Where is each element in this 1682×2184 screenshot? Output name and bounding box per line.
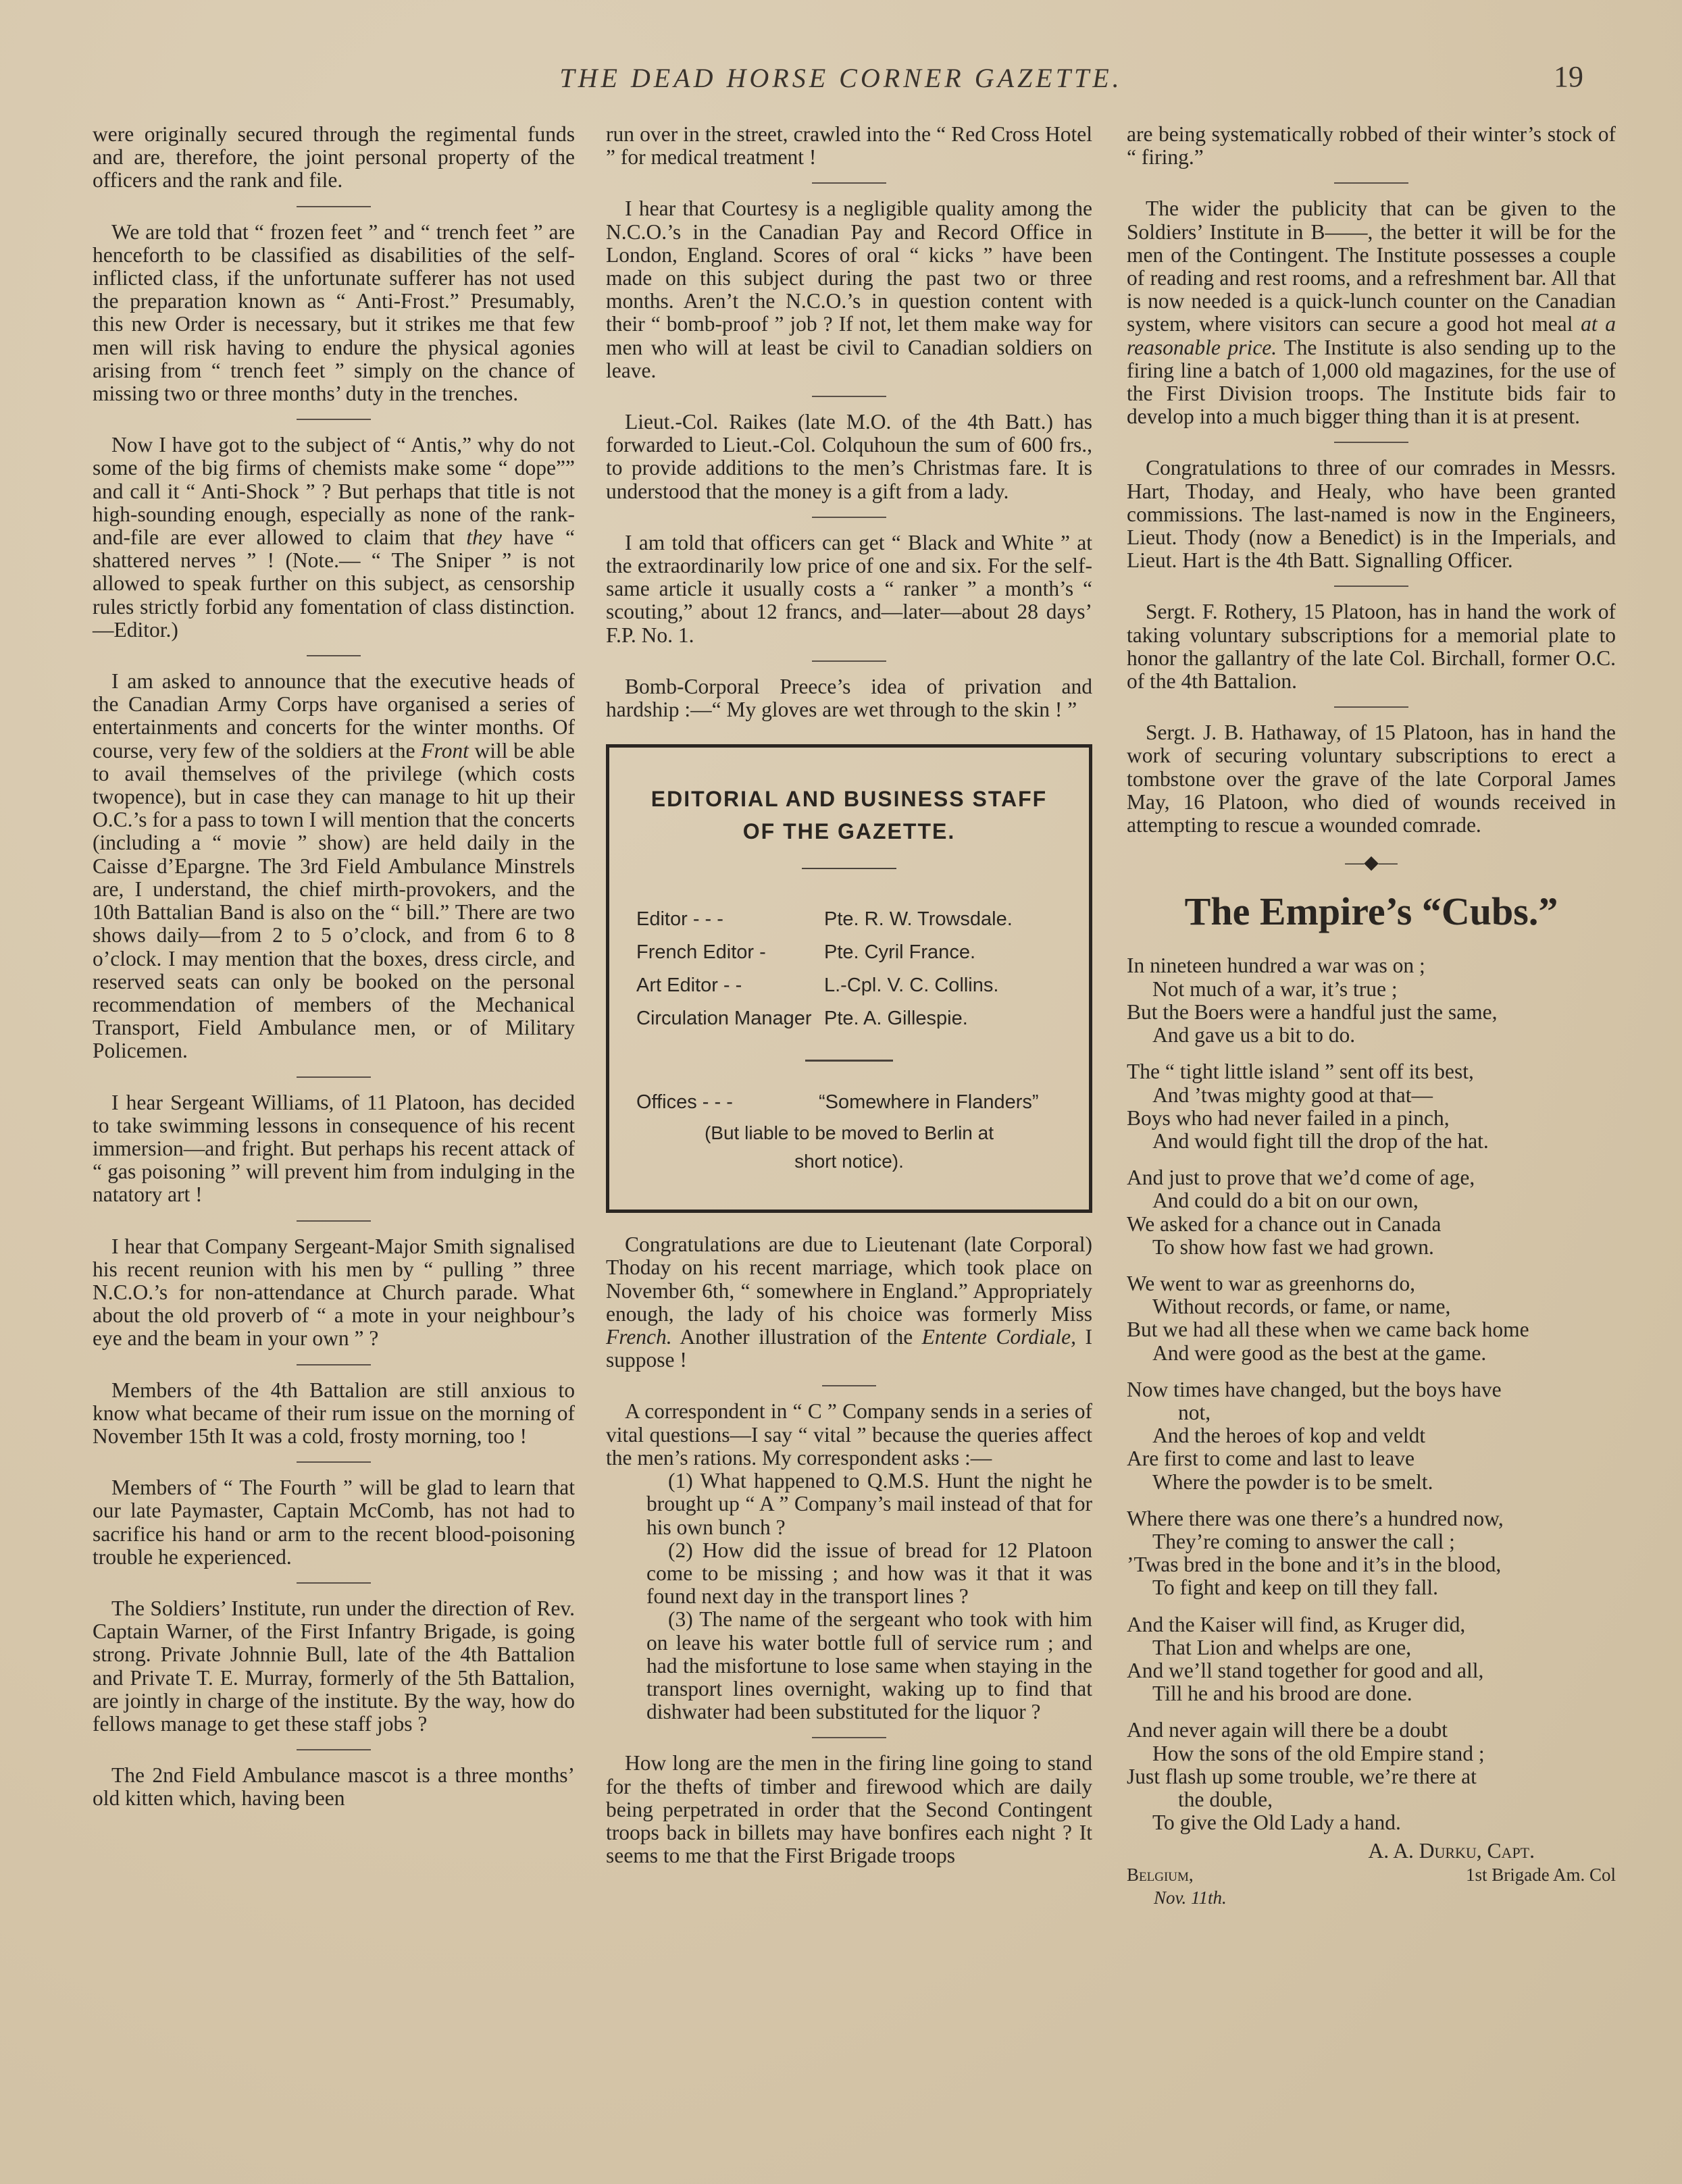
divider <box>812 396 886 397</box>
poem-line: Till he and his brood are done. <box>1152 1682 1412 1706</box>
paragraph: How long are the men in the firing line going to stand for the thefts of timber and firewood which are daily being perpetrated in order that the Second Contingent troops back in billets may have bonfires each night ? It seems to me that the First Brigade troops <box>606 1751 1092 1868</box>
poem-line: And we’ll stand together for good and all, <box>1127 1658 1484 1682</box>
poem-line: To fight and keep on till they fall. <box>1152 1576 1438 1600</box>
paragraph: Now I have got to the subject of “ Antis,” why do not some of the big firms of chemists make some “ dope”” and call it “ Anti-Shock ” ? But perhaps that title is not high-sounding enough, especially as none of the rank-and-file are ever allowed to claim that they have “ shattered nerves ” ! (Note.— “ The Sniper ” is not allowed to speak further on this subject, as censorship rules strictly forbid any fomentation of class distinction.—Editor.) <box>93 433 575 642</box>
page-header <box>0 59 1682 100</box>
poem-line: The “ tight little island ” sent off its best, <box>1127 1060 1474 1084</box>
poem-line: We went to war as greenhorns do, <box>1127 1271 1415 1295</box>
poem-line: And were good as the best at the game. <box>1152 1341 1487 1365</box>
offices-note: (But liable to be moved to Berlin at <box>704 1122 994 1144</box>
divider <box>812 517 886 518</box>
poem-line: Boys who had never failed in a pinch, <box>1127 1106 1450 1130</box>
paragraph: I hear that Company Sergeant-Major Smith signalised his recent reunion with his men by “ pulling ” three N.C.O.’s for non-attendance at Church parade. What about the old proverb of “ a mote in your neighbour’s eye and the beam in your own ” ? <box>93 1234 575 1351</box>
poem-line: Not much of a war, it’s true ; <box>1152 977 1398 1001</box>
poem-stanza <box>1127 1507 1616 1600</box>
column-2 <box>606 123 1092 1867</box>
divider <box>802 868 896 869</box>
divider <box>297 1076 371 1078</box>
poem-line: Without records, or fame, or name, <box>1152 1295 1451 1319</box>
poem-line: And gave us a bit to do. <box>1152 1023 1356 1047</box>
poem-stanza <box>1127 954 1616 1047</box>
paragraph: Members of “ The Fourth ” will be glad to learn that our late Paymaster, Captain McComb, has not had to sacrifice his hand or arm to the recent blood-poisoning trouble he experienced. <box>93 1476 575 1569</box>
poem-place: Belgium, <box>1127 1864 1194 1885</box>
poem-stanza <box>1127 1166 1616 1259</box>
paragraph: Members of the 4th Battalion are still anxious to know what became of their rum issue on the morning of November 15th It was a cold, frosty morning, too ! <box>93 1378 575 1448</box>
staff-row: Editor - - - Pte. R. W. Trowsdale. <box>636 908 1013 931</box>
paragraph: Lieut.-Col. Raikes (late M.O. of the 4th Batt.) has forwarded to Lieut.-Col. Colquhoun the sum of 600 frs., to provide additions to the men’s Christmas fare. It is understood that the money is a gift from a lady. <box>606 410 1092 503</box>
poem-line: not, <box>1178 1400 1211 1424</box>
poem-line: And never again will there be a doubt <box>1127 1718 1448 1742</box>
poem-line: And would fight till the drop of the hat. <box>1152 1128 1489 1153</box>
poem-line: And ’twas mighty good at that— <box>1152 1083 1433 1107</box>
list-item: (2) How did the issue of bread for 12 Platoon come to be missing ; and how was it that it was found next day in the transport lines ? <box>646 1538 1092 1609</box>
paragraph: were originally secured through the regimental funds and are, therefore, the joint personal property of the officers and the rank and file. <box>93 122 575 192</box>
poem-unit: 1st Brigade Am. Col <box>1466 1864 1616 1885</box>
question-list <box>606 1470 1092 1723</box>
paragraph: The Soldiers’ Institute, run under the direction of Rev. Captain Warner, of the First Infantry Brigade, is going strong. Private Johnnie Bull, late of the 4th Battalion and Private T. E. Murray, formerly of the 5th Battalion, are jointly in charge of the institute. By the way, how do fellows manage to get these staff jobs ? <box>93 1596 575 1736</box>
poem-line: That Lion and whelps are one, <box>1152 1635 1412 1659</box>
divider <box>1334 706 1408 708</box>
paragraph: Bomb-Corporal Preece’s idea of privation and hardship :—“ My gloves are wet through to the skin ! ” <box>606 674 1092 722</box>
poem-line: Where the powder is to be smelt. <box>1152 1470 1433 1494</box>
box-title: EDITORIAL AND BUSINESS STAFF <box>651 787 1048 812</box>
poem-signature: A. A. Durku, Capt. <box>1368 1839 1535 1863</box>
poem-line: the double, <box>1178 1787 1273 1811</box>
divider <box>1334 586 1408 587</box>
paragraph: Congratulations to three of our comrades in Messrs. Hart, Thoday, and Healy, who have been granted commissions. The last-named is now in the Engineers, Lieut. Thody (now a Benedict) is in the Imperials, and Lieut. Hart is the 4th Batt. Signalling Officer. <box>1127 456 1616 573</box>
list-item: (1) What happened to Q.M.S. Hunt the night he brought up “ A ” Company’s mail instead of that for his own bunch ? <box>646 1469 1092 1539</box>
paragraph: Sergt. J. B. Hathaway, of 15 Platoon, has in hand the work of securing voluntary subscriptions to erect a tombstone over the grave of the late Corporal James May, 16 Platoon, who died of wounds received in attempting to rescue a wounded comrade. <box>1127 721 1616 837</box>
paragraph: A correspondent in “ C ” Company sends in a series of vital questions—I say “ vital ” because the queries affect the men’s rations. My correspondent asks :— <box>606 1399 1092 1470</box>
paragraph: The wider the publicity that can be given to the Soldiers’ Institute in B——, the better it will be for the men of the Contingent. The Institute possesses a couple of reading and rest rooms, and a refreshment bar. All that is now needed is a quick-lunch counter on the Canadian system, where visitors can secure a good hot meal at a reasonable price. The Institute is also sending up to the firing line a batch of 1,000 old magazines, for the use of the First Division troops. The Institute bids fair to develop into a much bigger thing than it is at present. <box>1127 197 1616 429</box>
poem-line: And the Kaiser will find, as Kruger did, <box>1127 1612 1466 1636</box>
paragraph: We are told that “ frozen feet ” and “ trench feet ” are henceforth to be classified as disabilities of the self-inflicted class, if the unfortunate sufferer has not used the preparation known as “ Anti-Frost.” Presumably, this new Order is necessary, but it strikes me that few men will risk having to endure the physical agonies arising from “ trench feet ” simply on the chance of missing two or three months’ duty in the trenches. <box>93 219 575 406</box>
poem-line: But the Boers were a handful just the same, <box>1127 999 1498 1024</box>
poem-title: The Empire’s “Cubs.” <box>1184 889 1558 934</box>
poem-line: But we had all these when we came back home <box>1127 1318 1529 1342</box>
poem-line: Where there was one there’s a hundred now, <box>1127 1506 1504 1530</box>
paragraph: I hear Sergeant Williams, of 11 Platoon, has decided to take swimming lessons in consequence of his recent immersion—and fright. But perhaps his recent attack of “ gas poisoning ” will prevent him from indulging in the natatory art ! <box>93 1090 575 1207</box>
poem-stanza <box>1127 1060 1616 1153</box>
column-1 <box>93 123 575 1811</box>
divider <box>1334 442 1408 443</box>
poem-line: To give the Old Lady a hand. <box>1152 1811 1401 1835</box>
poem-stanza <box>1127 1272 1616 1365</box>
divider <box>297 419 371 420</box>
divider <box>297 206 371 207</box>
divider <box>1334 182 1408 184</box>
divider <box>297 1461 371 1463</box>
poem-line: Just flash up some trouble, we’re there at <box>1127 1764 1477 1788</box>
paragraph: I hear that Courtesy is a negligible quality among the N.C.O.’s in the Canadian Pay and Record Office in London, England. Scores of oral “ kicks ” have been made on this subject during the past two or three months. Aren’t the N.C.O.’s in question content with their “ bomb-proof ” job ? If not, let them make way for men who will at least be civil to Canadian soldiers on leave. <box>606 197 1092 382</box>
divider <box>307 655 361 656</box>
poem-line: And just to prove that we’d come of age, <box>1127 1166 1475 1190</box>
poem-line: In nineteen hundred a war was on ; <box>1127 954 1425 978</box>
staff-row: French Editor - Pte. Cyril France. <box>636 941 975 964</box>
divider <box>297 1364 371 1366</box>
poem-line: And the heroes of kop and veldt <box>1152 1424 1426 1448</box>
divider <box>812 1737 886 1738</box>
paragraph: run over in the street, crawled into the “ Red Cross Hotel ” for medical treatment ! <box>606 122 1092 170</box>
divider <box>297 1220 371 1222</box>
poem-line: ’Twas bred in the bone and it’s in the blood, <box>1127 1553 1502 1577</box>
divider <box>297 1749 371 1750</box>
offices-note: short notice). <box>794 1151 904 1172</box>
divider <box>812 182 886 184</box>
divider <box>805 1060 893 1062</box>
editorial-staff-box <box>606 744 1092 1213</box>
paragraph: Congratulations are due to Lieutenant (late Corporal) Thoday on his recent marriage, which took place on November 6th, “ somewhere in England.” Appropriately enough, the lady of his choice was formerly Miss French. Another illustration of the Entente Cordiale, I suppose ! <box>606 1232 1092 1372</box>
page-number: 19 <box>1554 60 1583 93</box>
staff-row: Circulation Manager Pte. A. Gillespie. <box>636 1008 968 1030</box>
poem-stanza <box>1127 1719 1616 1834</box>
newspaper-title: THE DEAD HORSE CORNER GAZETTE. <box>559 63 1123 93</box>
ornament-divider: —◆— <box>1345 852 1398 874</box>
poem-date: Nov. 11th. <box>1154 1887 1227 1908</box>
poem-line: To show how fast we had grown. <box>1152 1234 1434 1259</box>
paragraph: I am told that officers can get “ Black and White ” at the extraordinarily low price of one and six. For the self-same article it usually costs a “ ranker ” a month’s “ scouting,” about 12 francs, and—later—about 28 days’ F.P. No. 1. <box>606 530 1092 647</box>
poem-stanza <box>1127 1378 1616 1494</box>
poem-line: We asked for a chance out in Canada <box>1127 1212 1442 1236</box>
list-item: (3) The name of the sergeant who took with him on leave his water bottle full of service rum ; and had the misfortune to lose same when staying in the transport lines overnight, waking up to find that dishwater had been substituted for the liquor ? <box>646 1607 1092 1724</box>
divider <box>812 660 886 662</box>
staff-row: Art Editor - - L.-Cpl. V. C. Collins. <box>636 974 999 997</box>
divider <box>822 1385 876 1386</box>
paragraph: I am asked to announce that the executive heads of the Canadian Army Corps have organised a series of entertainments and concerts for the winter months. Of course, very few of the soldiers at the Front will be able to avail themselves of the privilege (which costs twopence), but in case they can manage to hit up their O.C.’s for a pass to town I will mention that the concerts (including a “ movie ” show) are held daily in the Caisse d’Epargne. The 3rd Field Ambulance Minstrels are, I understand, the chief mirth-provokers, and the 10th Battalian Band is also on the “ bill.” There are two shows daily—from 2 to 5 o’clock, and from 6 to 8 o’clock. I may mention that the boxes, dress circle, and reserved seats can only be booked on the personal recommendation of members of the Mechanical Transport, Field Ambulance men, or of Military Policemen. <box>93 669 575 1063</box>
poem-line: Are first to come and last to leave <box>1127 1447 1415 1471</box>
paragraph: Sergt. F. Rothery, 15 Platoon, has in hand the work of taking voluntary subscriptions for a memorial plate to honor the gallantry of the late Col. Birchall, former O.C. of the 4th Battalion. <box>1127 600 1616 694</box>
paragraph: The 2nd Field Ambulance mascot is a three months’ old kitten which, having been <box>93 1763 575 1811</box>
box-title: OF THE GAZETTE. <box>742 819 956 844</box>
offices-row: Offices - - - “Somewhere in Flanders” <box>636 1091 1039 1114</box>
divider <box>297 1582 371 1584</box>
poem-line: They’re coming to answer the call ; <box>1152 1529 1455 1553</box>
poem-line: Now times have changed, but the boys have <box>1127 1377 1502 1401</box>
poem-stanza <box>1127 1613 1616 1706</box>
paragraph: are being systematically robbed of their winter’s stock of “ firing.” <box>1127 122 1616 170</box>
poem-place-line <box>1127 1863 1616 1886</box>
poem-line: And could do a bit on our own, <box>1152 1189 1419 1213</box>
poem-line: How the sons of the old Empire stand ; <box>1152 1741 1485 1765</box>
column-3 <box>1127 123 1616 1909</box>
